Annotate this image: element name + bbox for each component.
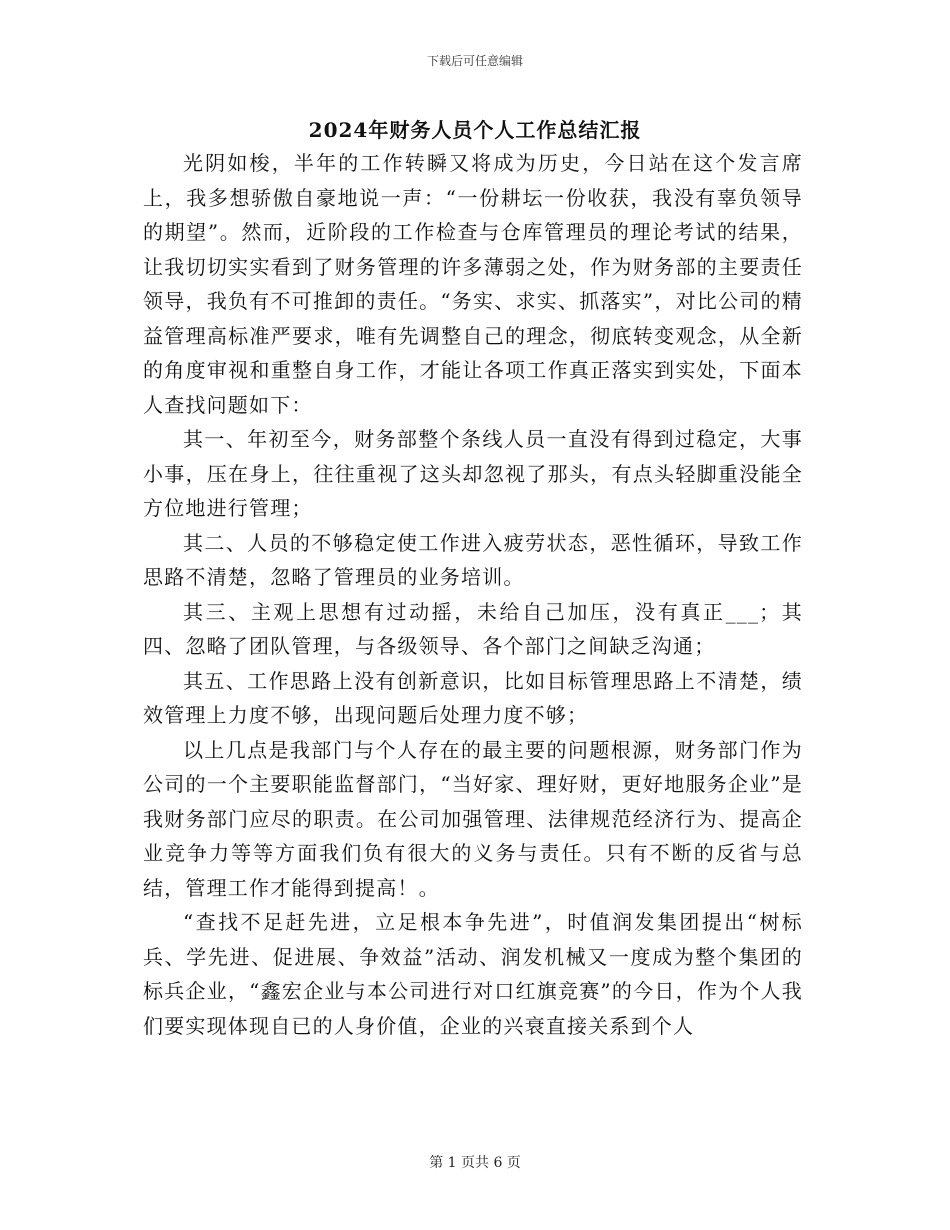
- paragraph: 其一、年初至今，财务部整个条线人员一直没有得到过稳定，大事小事，压在身上，往往重视了这头却忽视了那头，有点头轻脚重没能全方位地进行管理；: [143, 427, 803, 520]
- page-number: 第 1 页共 6 页: [429, 1155, 521, 1171]
- paragraph: 以上几点是我部门与个人存在的最主要的问题根源，财务部门作为公司的一个主要职能监督部门，“当好家、理好财，更好地服务企业”是我财务部门应尽的职责。在公司加强管理、法律规范经济行为、提高企业竞争力等等方面我们负有很大的义务与责任。只有不断的反省与总结，管理工作才能得到提高！。: [143, 737, 803, 900]
- document-body: [143, 146, 803, 1043]
- paragraph: “查找不足赶先进，立足根本争先进”，时值润发集团提出“树标兵、学先进、促进展、争效益”活动、润发机械又一度成为整个集团的标兵企业，“鑫宏企业与本公司进行对口红旗竞赛”的今日，作为个人我们要实现体现自已的人身价值，企业的兴衰直接关系到个人: [143, 910, 803, 1038]
- paragraph: 其二、人员的不够稳定使工作进入疲劳状态，恶性循环，导致工作思路不清楚，忽略了管理员的业务培训。: [143, 530, 803, 589]
- document-title: 2024年财务人员个人工作总结汇报: [308, 118, 642, 142]
- paragraph: 光阴如梭，半年的工作转瞬又将成为历史，今日站在这个发言席上，我多想骄傲自豪地说一声：“一份耕坛一份收获，我没有辜负领导的期望”。然而，近阶段的工作检查与仓库管理员的理论考试的结果，让我切切实实看到了财务管理的许多薄弱之处，作为财务部的主要责任领导，我负有不可推卸的责任。“务实、求实、抓落实”，对比公司的精益管理高标准严要求，唯有先调整自己的理念，彻底转变观念，从全新的角度审视和重整自身工作，才能让各项工作真正落实到实处，下面本人查找问题如下：: [143, 151, 803, 417]
- page-header-note: 下载后可任意编辑: [426, 54, 523, 68]
- paragraph: 其五、工作思路上没有创新意识，比如目标管理思路上不清楚，绩效管理上力度不够，出现问题后处理力度不够；: [143, 668, 803, 727]
- paragraph: 其三、主观上思想有过动摇，未给自己加压，没有真正___；其四、忽略了团队管理，与各级领导、各个部门之间缺乏沟通；: [143, 599, 803, 658]
